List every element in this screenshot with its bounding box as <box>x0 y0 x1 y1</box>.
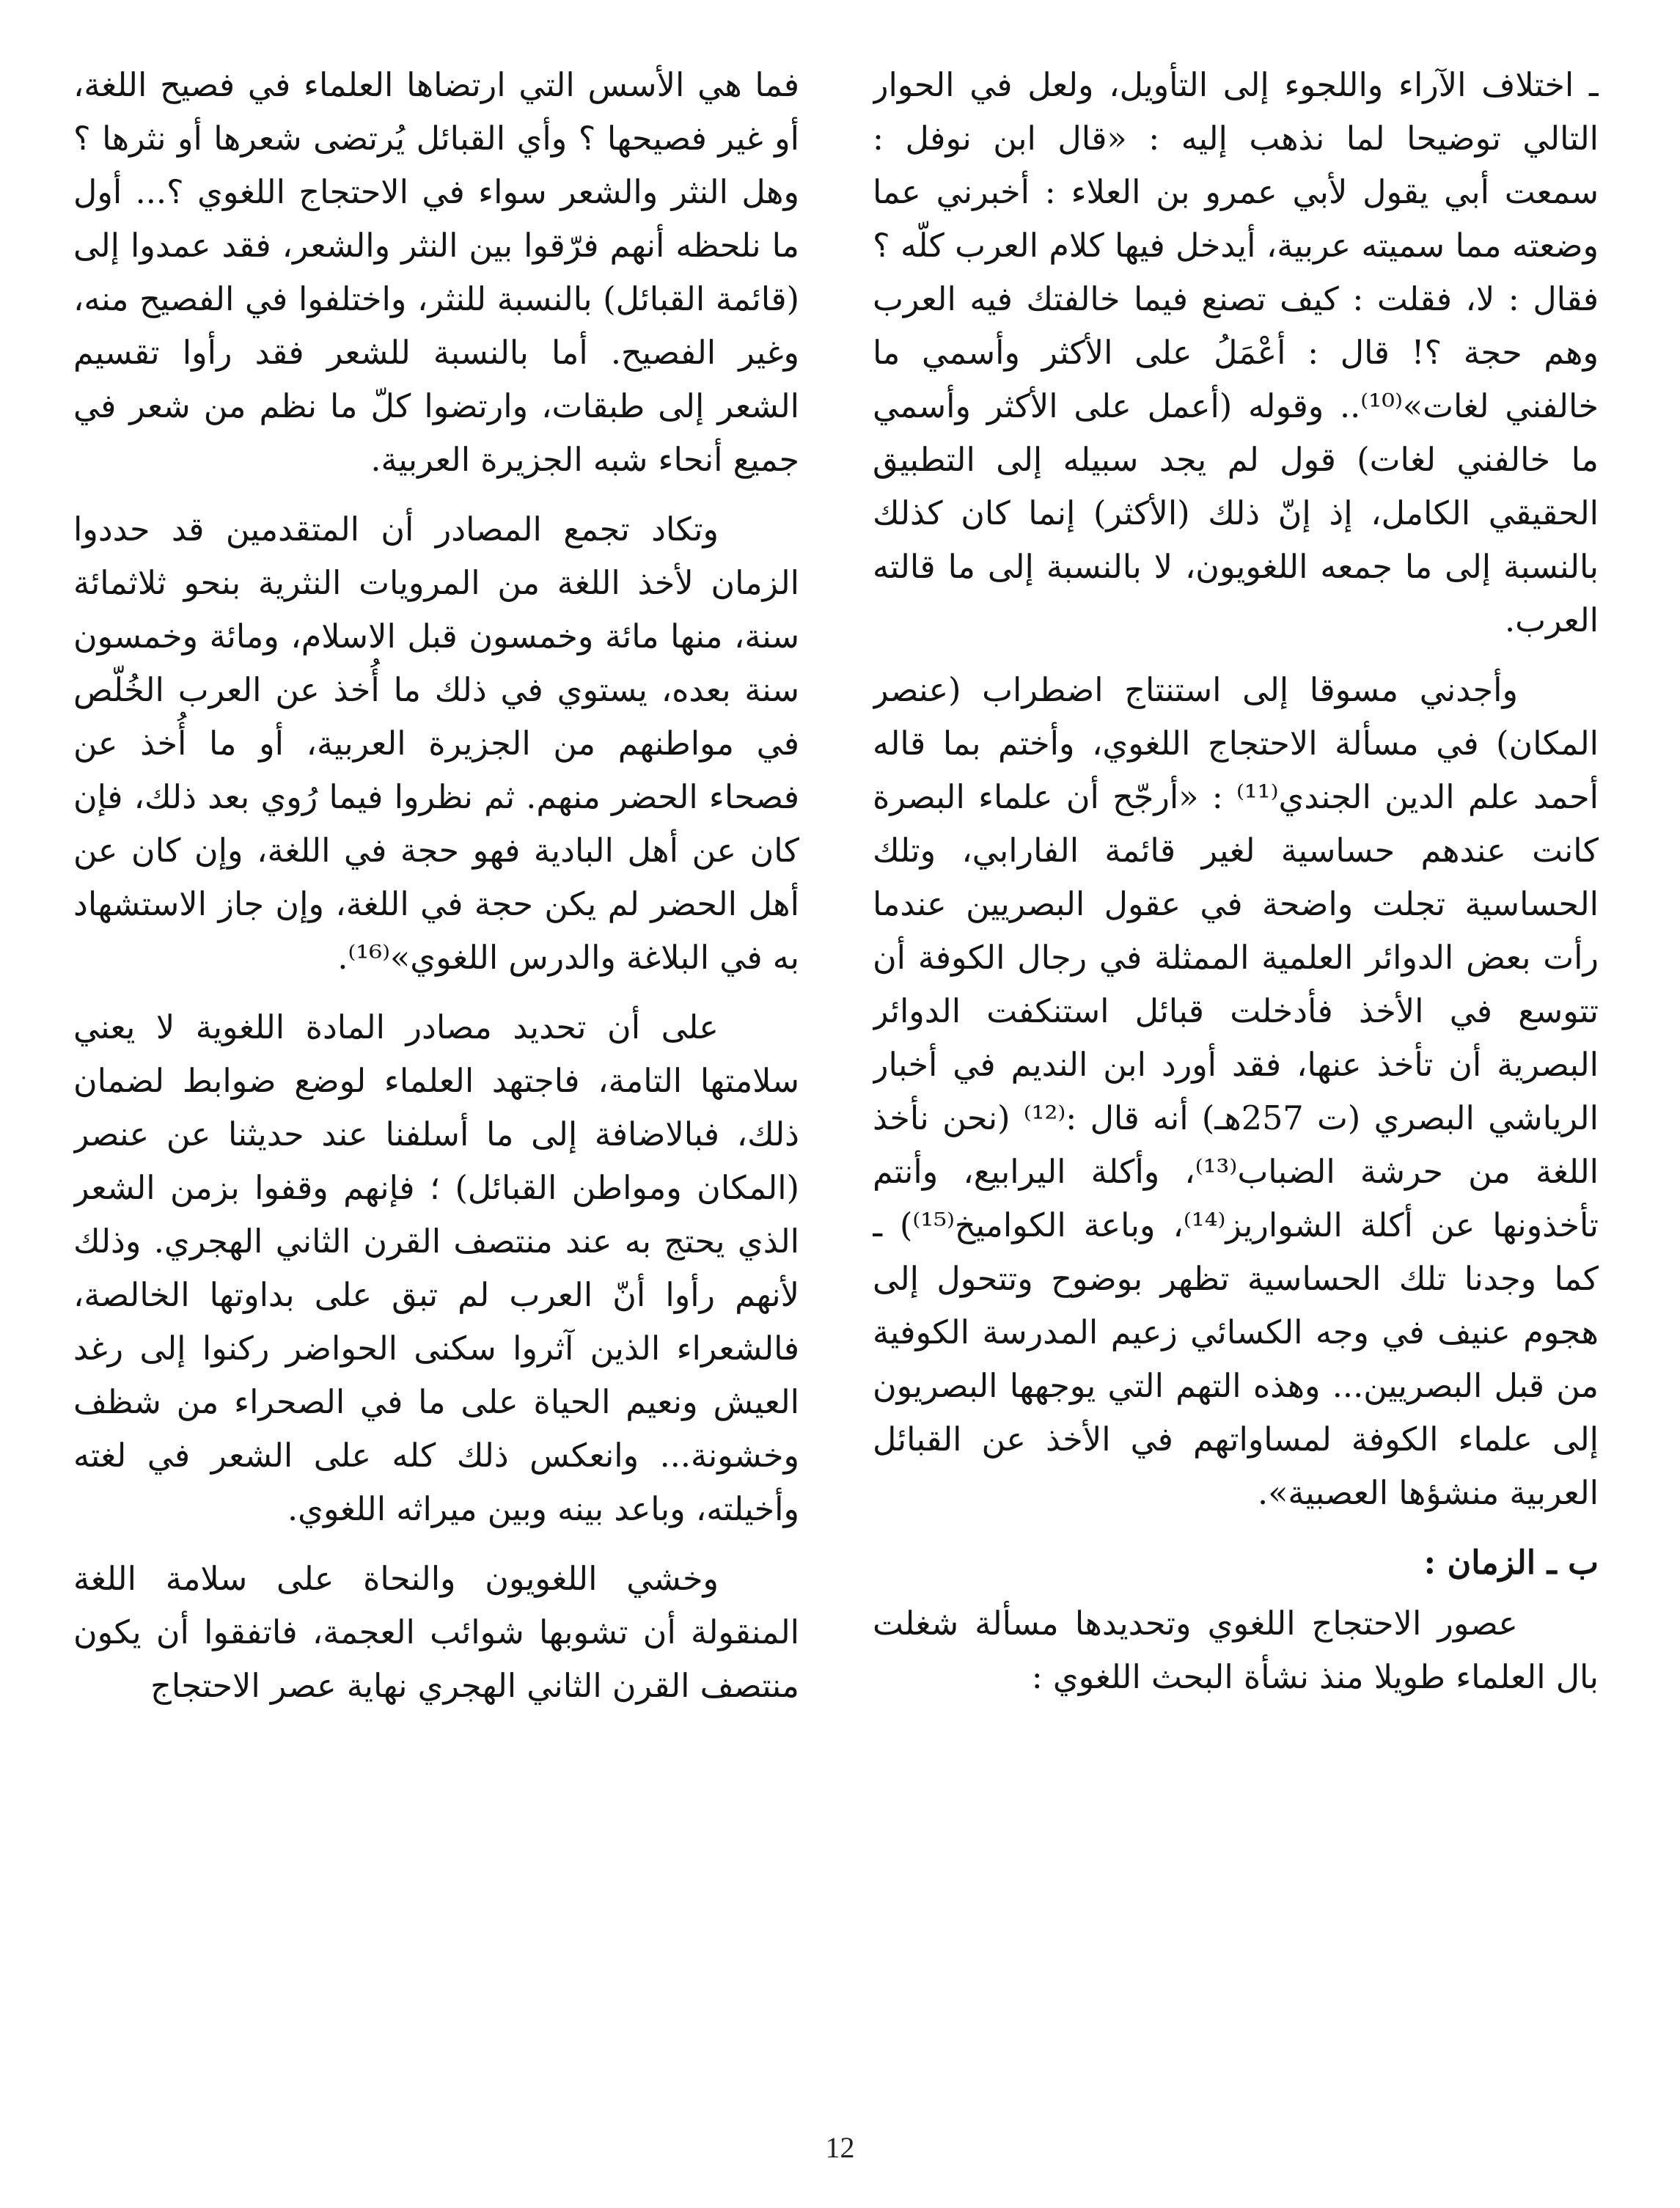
paragraph: على أن تحديد مصادر المادة اللغوية لا يعني سلامتها التامة، فاجتهد العلماء لوضع ضوابط لضمان ذلك، فبالاضافة إلى ما أسلفنا عند حديثنا عن عنصر (المكان ومواطن القبائل) ؛ فإنهم وقفوا بزمن الشعر الذي يحتج به عند منتصف القرن الثاني الهجري. وذلك لأنهم رأوا أنّ العرب لم تبق على بداوتها الخالصة، فالشعراء الذين آثروا سكنى الحواضر ركنوا إلى رغد العيش ونعيم الحياة على ما في الصحراء من شظف وخشونة... وانعكس ذلك كله على الشعر في لغته وأخيلته، وباعد بينه وبين ميراثه اللغوي. <box>73 1009 799 1528</box>
right-column <box>873 59 1599 2053</box>
page-number: 12 <box>825 2131 855 2164</box>
paragraph: فما هي الأسس التي ارتضاها العلماء في فصيح اللغة، أو غير فصيحها ؟ وأي القبائل يُرتضى شعرها أو نثرها ؟ وهل النثر والشعر سواء في الاحتجاج اللغوي ؟... أول ما نلحظه أنهم فرّقوا بين النثر والشعر، فقد عمدوا إلى (قائمة القبائل) بالنسبة للنثر، واختلفوا في الفصيح منه، وغير الفصيح. أما بالنسبة للشعر فقد رأوا تقسيم الشعر إلى طبقات، وارتضوا كلّ ما نظم من شعر في جميع أنحاء شبه الجزيرة العربية. <box>73 67 799 479</box>
left-column <box>73 59 799 2053</box>
paragraph: وأجدني مسوقا إلى استنتاج اضطراب (عنصر المكان) في مسألة الاحتجاج اللغوي، وأختم بما قاله أحمد علم الدين الجندي⁽¹¹⁾ : «أرجّح أن علماء البصرة كانت عندهم حساسية لغير قائمة الفارابي، وتلك الحساسية تجلت واضحة في عقول البصريين عندما رأت بعض الدوائر العلمية الممثلة في رجال الكوفة أن تتوسع في الأخذ فأدخلت قبائل استنكفت الدوائر البصرية أن تأخذ عنها، فقد أورد ابن النديم في أخبار الرياشي البصري (ت 257هـ) أنه قال :⁽¹²⁾ (نحن نأخذ اللغة من حرشة الضباب⁽¹³⁾، وأكلة اليرابيع، وأنتم تأخذونها عن أكلة الشواريز⁽¹⁴⁾، وباعة الكواميخ⁽¹⁵⁾) ـ كما وجدنا تلك الحساسية تظهر بوضوح وتتحول إلى هجوم عنيف في وجه الكسائي زعيم المدرسة الكوفية من قبل البصريين... وهذه التهم التي يوجهها البصريون إلى علماء الكوفة لمساواتهم في الأخذ عن القبائل العربية منشؤها العصبية». <box>873 672 1599 1512</box>
paragraph: وخشي اللغويون والنحاة على سلامة اللغة المنقولة أن تشوبها شوائب العجمة، فاتفقوا أن يكون منتصف القرن الثاني الهجري نهاية عصر الاحتجاج <box>73 1560 799 1705</box>
section-heading: ب ـ الزمان : <box>1423 1544 1599 1582</box>
paragraph: عصور الاحتجاج اللغوي وتحديدها مسألة شغلت بال العلماء طويلا منذ نشأة البحث اللغوي : <box>873 1605 1599 1696</box>
paragraph: وتكاد تجمع المصادر أن المتقدمين قد حددوا الزمان لأخذ اللغة من المرويات النثرية بنحو ثلاثمائة سنة، منها مائة وخمسون قبل الاسلام، ومائة وخمسون سنة بعده، يستوي في ذلك ما أُخذ عن العرب الخُلّص في مواطنهم من الجزيرة العربية، أو ما أُخذ عن فصحاء الحضر منهم. ثم نظروا فيما رُوي بعد ذلك، فإن كان عن أهل البادية فهو حجة في اللغة، وإن كان عن أهل الحضر لم يكن حجة في اللغة، وإن جاز الاستشهاد به في البلاغة والدرس اللغوي»⁽¹⁶⁾. <box>73 511 799 977</box>
paragraph: ـ اختلاف الآراء واللجوء إلى التأويل، ولعل في الحوار التالي توضيحا لما نذهب إليه : «قال ابن نوفل : سمعت أبي يقول لأبي عمرو بن العلاء : أخبرني عما وضعته مما سميته عربية، أيدخل فيها كلام العرب كلّه ؟ فقال : لا، فقلت : كيف تصنع فيما خالفتك فيه العرب وهم حجة ؟! قال : أعْمَلُ على الأكثر وأسمي ما خالفني لغات»⁽¹⁰⁾.. وقوله (أعمل على الأكثر وأسمي ما خالفني لغات) قول لم يجد سبيله إلى التطبيق الحقيقي الكامل، إذ إنّ ذلك (الأكثر) إنما كان كذلك بالنسبة إلى ما جمعه اللغويون، لا بالنسبة إلى ما قالته العرب. <box>873 67 1599 639</box>
